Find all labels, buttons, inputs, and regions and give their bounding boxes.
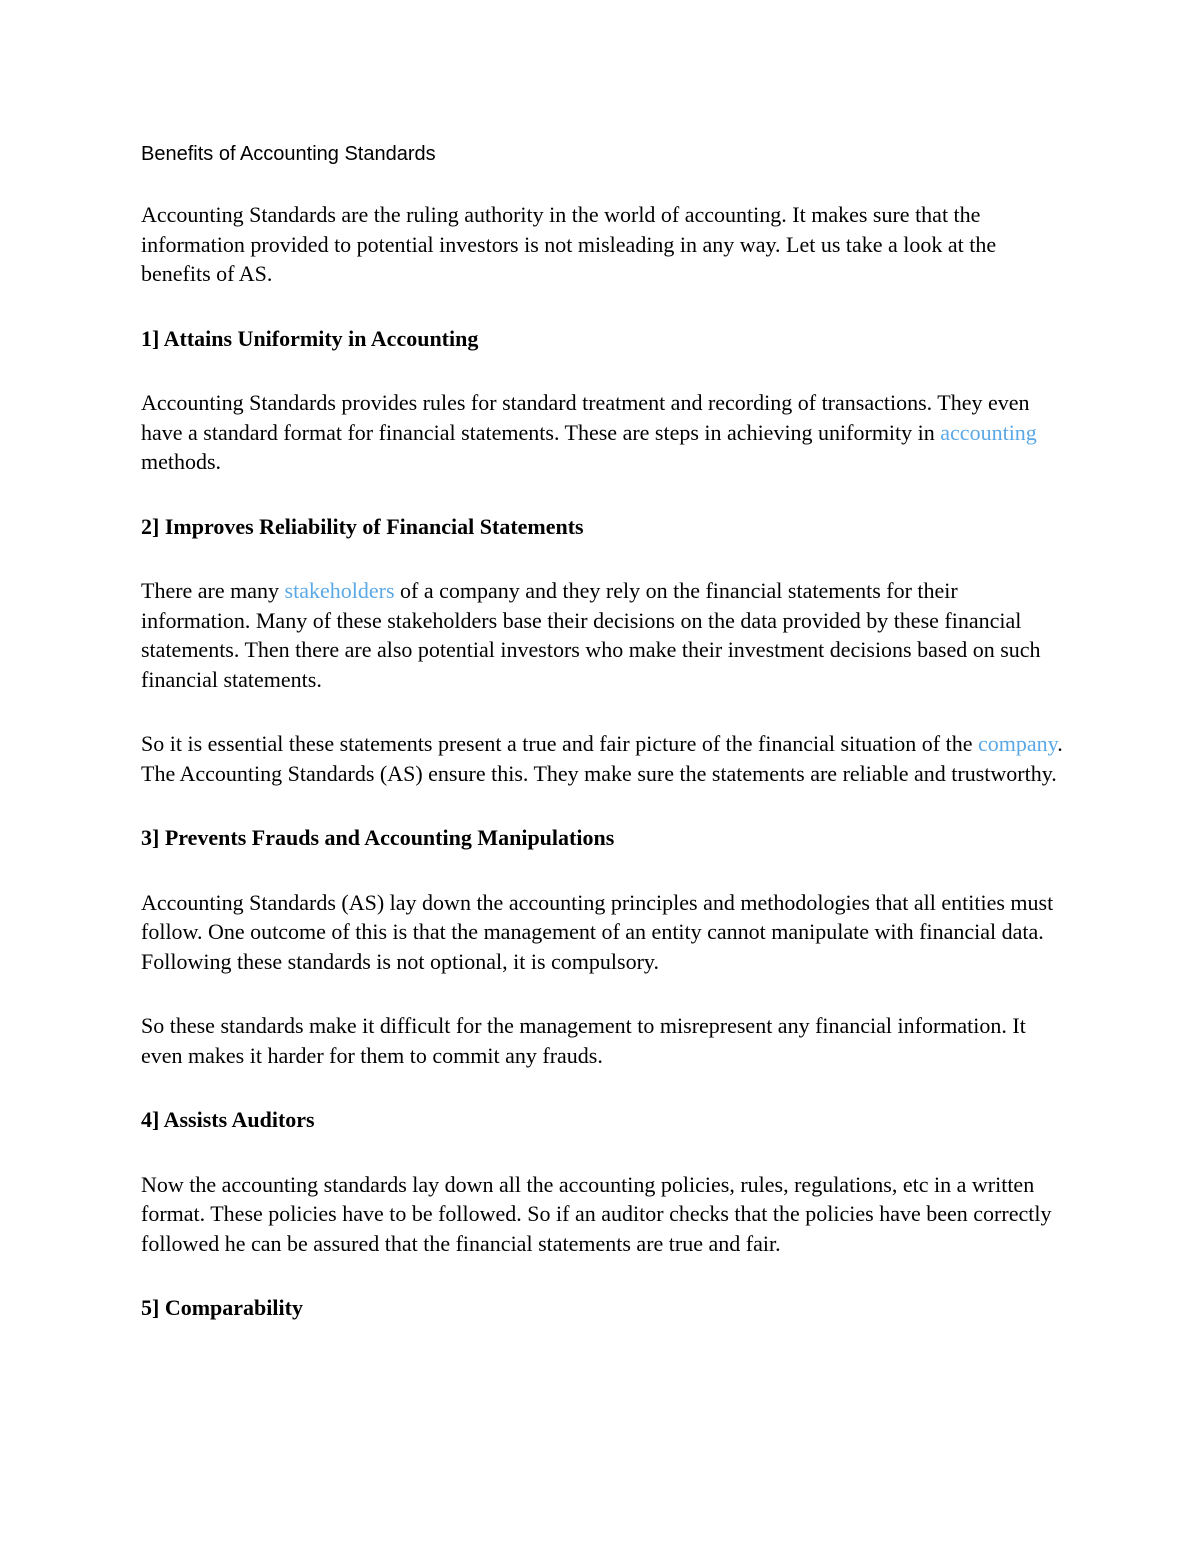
link-company[interactable]: company: [977, 731, 1058, 756]
section-paragraph-frauds-2: So these standards make it difficult for the management to misrepresent any financial information. It even makes it harder for them to commit any frauds.: [141, 1013, 1026, 1068]
paragraph-text: Accounting Standards provides rules for standard treatment and recording of transactions. They even have a standard format for financial statements. These are steps in achieving uniformity in: [141, 390, 1030, 445]
intro-paragraph: Accounting Standards are the ruling authority in the world of accounting. It makes sure that the information provided to potential investors is not misleading in any way. Let us take a look at the benefits of AS.: [141, 202, 997, 286]
paragraph-text: So it is essential these statements present a true and fair picture of the financial situation of the: [141, 731, 978, 756]
paragraph-text: There are many: [141, 578, 285, 603]
section-heading-comparability: 5] Comparability: [141, 1295, 303, 1320]
paragraph-text: methods.: [141, 449, 222, 474]
section-heading-frauds: 3] Prevents Frauds and Accounting Manipulations: [141, 825, 615, 850]
section-paragraph-auditors: Now the accounting standards lay down all the accounting policies, rules, regulations, etc in a written format. These policies have to be followed. So if an auditor checks that the policies have been correctly followed he can be assured that the financial statements are true and fair.: [141, 1171, 1052, 1256]
paragraph-text: . The Accounting Standards (AS) ensure this. They make sure the statements are reliable and trustworthy.: [141, 731, 1063, 786]
document-title: Benefits of Accounting Standards: [141, 143, 436, 165]
section-heading-uniformity: 1] Attains Uniformity in Accounting: [141, 325, 479, 351]
paragraph-text: of a company and they rely on the financial statements for their information. Many of these stakeholders base their decisions on the data provided by these financial statements. Then there are also potential investors who make their investment decisions based on such financial statements.: [141, 578, 1041, 692]
link-stakeholders[interactable]: stakeholders: [284, 578, 395, 603]
section-paragraph-reliability-2: [141, 729, 1071, 788]
section-heading-auditors: 4] Assists Auditors: [141, 1107, 315, 1132]
section-heading-reliability: 2] Improves Reliability of Financial Statements: [141, 513, 584, 539]
section-paragraph-uniformity: [141, 388, 1071, 477]
document-page: [141, 140, 1071, 1358]
link-accounting[interactable]: accounting: [940, 419, 1037, 445]
section-paragraph-reliability-1: [141, 576, 1071, 694]
section-paragraph-frauds-1: Accounting Standards (AS) lay down the accounting principles and methodologies that all entities must follow. One outcome of this is that the management of an entity cannot manipulate with financial data. Following these standards is not optional, it is compulsory.: [141, 889, 1054, 974]
